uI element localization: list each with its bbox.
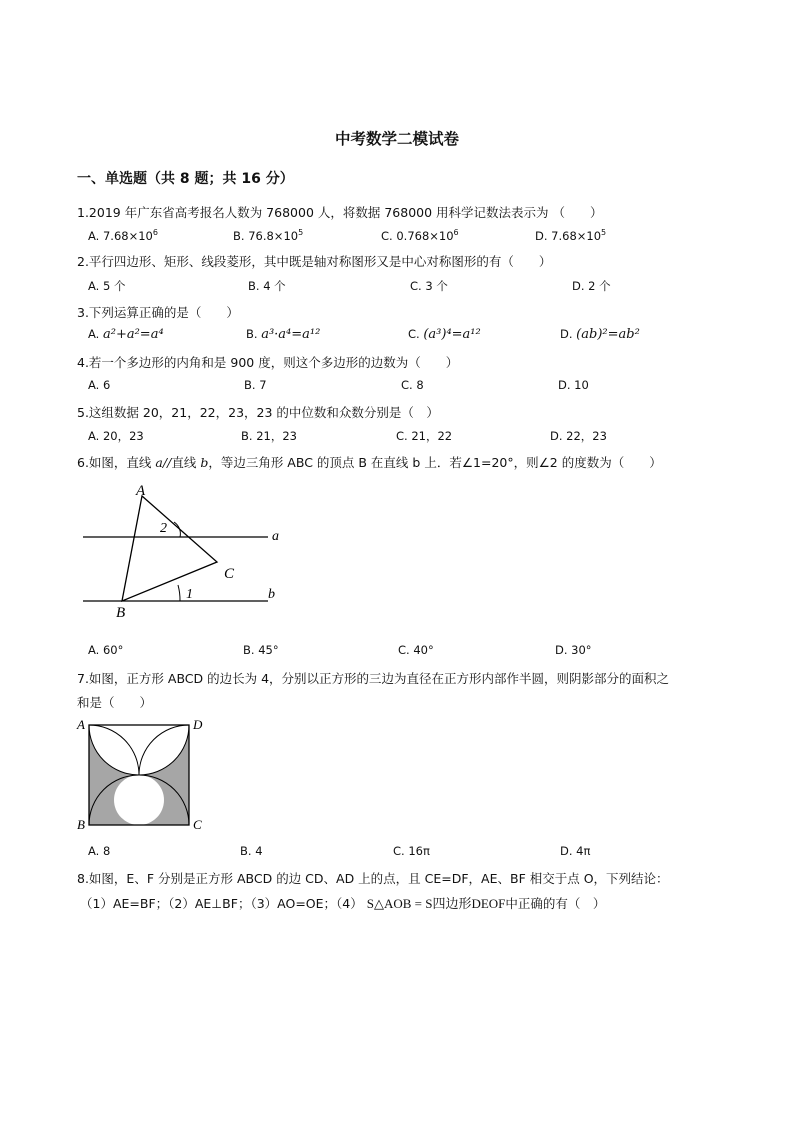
q1-option-a: A. $7.68\times 10^6$ (88, 228, 158, 243)
line-b-symbol: b (200, 455, 209, 470)
q3-option-c: C. (a³)⁴=a¹² (408, 327, 481, 342)
question-8-stem-line1: 8.如图，E、F 分别是正方形 ABCD 的边 CD、AD 上的点，且 CE=DF，AE、BF 相交于点 O，下列结论： (77, 871, 669, 886)
q4-option-b: B. 7 (244, 378, 267, 392)
q5-option-a: A. 20，23 (88, 429, 144, 443)
q6-option-d: D. 30° (555, 643, 592, 657)
question-4-stem: 4.若一个多边形的内角和是 900 度，则这个多边形的边数为（ ） (77, 355, 459, 370)
label-A: A (77, 717, 85, 732)
question-1-stem: 1.2019 年广东省高考报名人数为 768000 人，将数据 768000 用科学记数法表示为 （ ） (77, 205, 603, 220)
angle-1-arc (178, 585, 180, 601)
question-5-stem: 5.这组数据 20，21，22，23，23 的中位数和众数分别是（ ） (77, 405, 439, 420)
q2-option-b: B. 4 个 (248, 279, 286, 293)
q7-option-d: D. 4π (560, 844, 591, 858)
figure-q7 (75, 715, 210, 835)
triangle-abc (122, 496, 217, 601)
q4-option-a: A. 6 (88, 378, 111, 392)
page-title: 中考数学二模试卷 (334, 130, 459, 148)
figure-q6 (80, 478, 290, 620)
q6-option-a: A. 60° (88, 643, 124, 657)
q3-option-d: D. (ab)²=ab² (560, 327, 640, 342)
q6-option-c: C. 40° (398, 643, 434, 657)
label-line-b: b (268, 587, 275, 602)
q1-option-b: B. $76.8\times 10^5$ (233, 228, 304, 243)
question-8-stem-line2: （1）AE=BF；（2）AE⊥BF；（3）AO=OE；（4） S△AOB = S四边形DEOF中正确的有（ ） (80, 896, 606, 911)
q3-formula-b: a³·a⁴=a¹² (261, 327, 321, 342)
q1-option-d: D. $7.68\times 10^5$ (535, 228, 607, 243)
line-a-symbol: a (155, 455, 163, 470)
label-line-a: a (272, 529, 279, 544)
label-angle-1: 1 (186, 587, 193, 602)
label-D: D (193, 717, 203, 732)
q4-option-c: C. 8 (401, 378, 424, 392)
q3-formula-d: (ab)²=ab² (576, 327, 640, 342)
q2-option-a: A. 5 个 (88, 279, 126, 293)
q3-option-b: B. a³·a⁴=a¹² (246, 327, 321, 342)
q1-option-c: C. $0.768\times 10^6$ (381, 228, 459, 243)
q7-option-b: B. 4 (240, 844, 263, 858)
question-7-stem-line1: 7.如图，正方形 ABCD 的边长为 4，分别以正方形的三边为直径在正方形内部作半圆，则阴影部分的面积之 (77, 671, 670, 686)
section-heading: 一、单选题（共 8 题；共 16 分） (77, 171, 294, 187)
q2-option-c: C. 3 个 (410, 279, 448, 293)
question-6-stem: 6.如图，直线 a//直线 b，等边三角形 ABC 的顶点 B 在直线 b 上．若∠1=20°，则∠2 的度数为（ ） (77, 455, 662, 470)
q3-option-a: A. a²+a²=a⁴ (88, 327, 164, 342)
q8-formula: S△AOB = S四边形DEOF (366, 896, 506, 911)
q3-formula-a: a²+a²=a⁴ (102, 327, 164, 342)
question-2-stem: 2.平行四边形、矩形、线段菱形，其中既是轴对称图形又是中心对称图形的有（ ） (77, 254, 552, 269)
q4-option-d: D. 10 (558, 378, 589, 392)
label-A: A (136, 483, 146, 499)
q7-option-c: C. 16π (393, 844, 430, 858)
label-angle-2: 2 (160, 521, 167, 536)
q5-option-b: B. 21，23 (241, 429, 297, 443)
bottom-semicircle (114, 775, 164, 825)
q5-option-d: D. 22，23 (550, 429, 607, 443)
label-C: C (224, 566, 235, 582)
q5-option-c: C. 21，22 (396, 429, 453, 443)
parallel-symbol: // (162, 455, 172, 470)
q3-formula-c: (a³)⁴=a¹² (423, 327, 481, 342)
question-7-stem-line2: 和是（ ） (77, 695, 153, 710)
q6-option-b: B. 45° (243, 643, 279, 657)
q7-option-a: A. 8 (88, 844, 111, 858)
label-C: C (193, 817, 202, 832)
label-B: B (116, 605, 126, 620)
q2-option-d: D. 2 个 (572, 279, 611, 293)
label-B: B (77, 817, 85, 832)
question-3-stem: 3.下列运算正确的是（ ） (77, 305, 239, 320)
